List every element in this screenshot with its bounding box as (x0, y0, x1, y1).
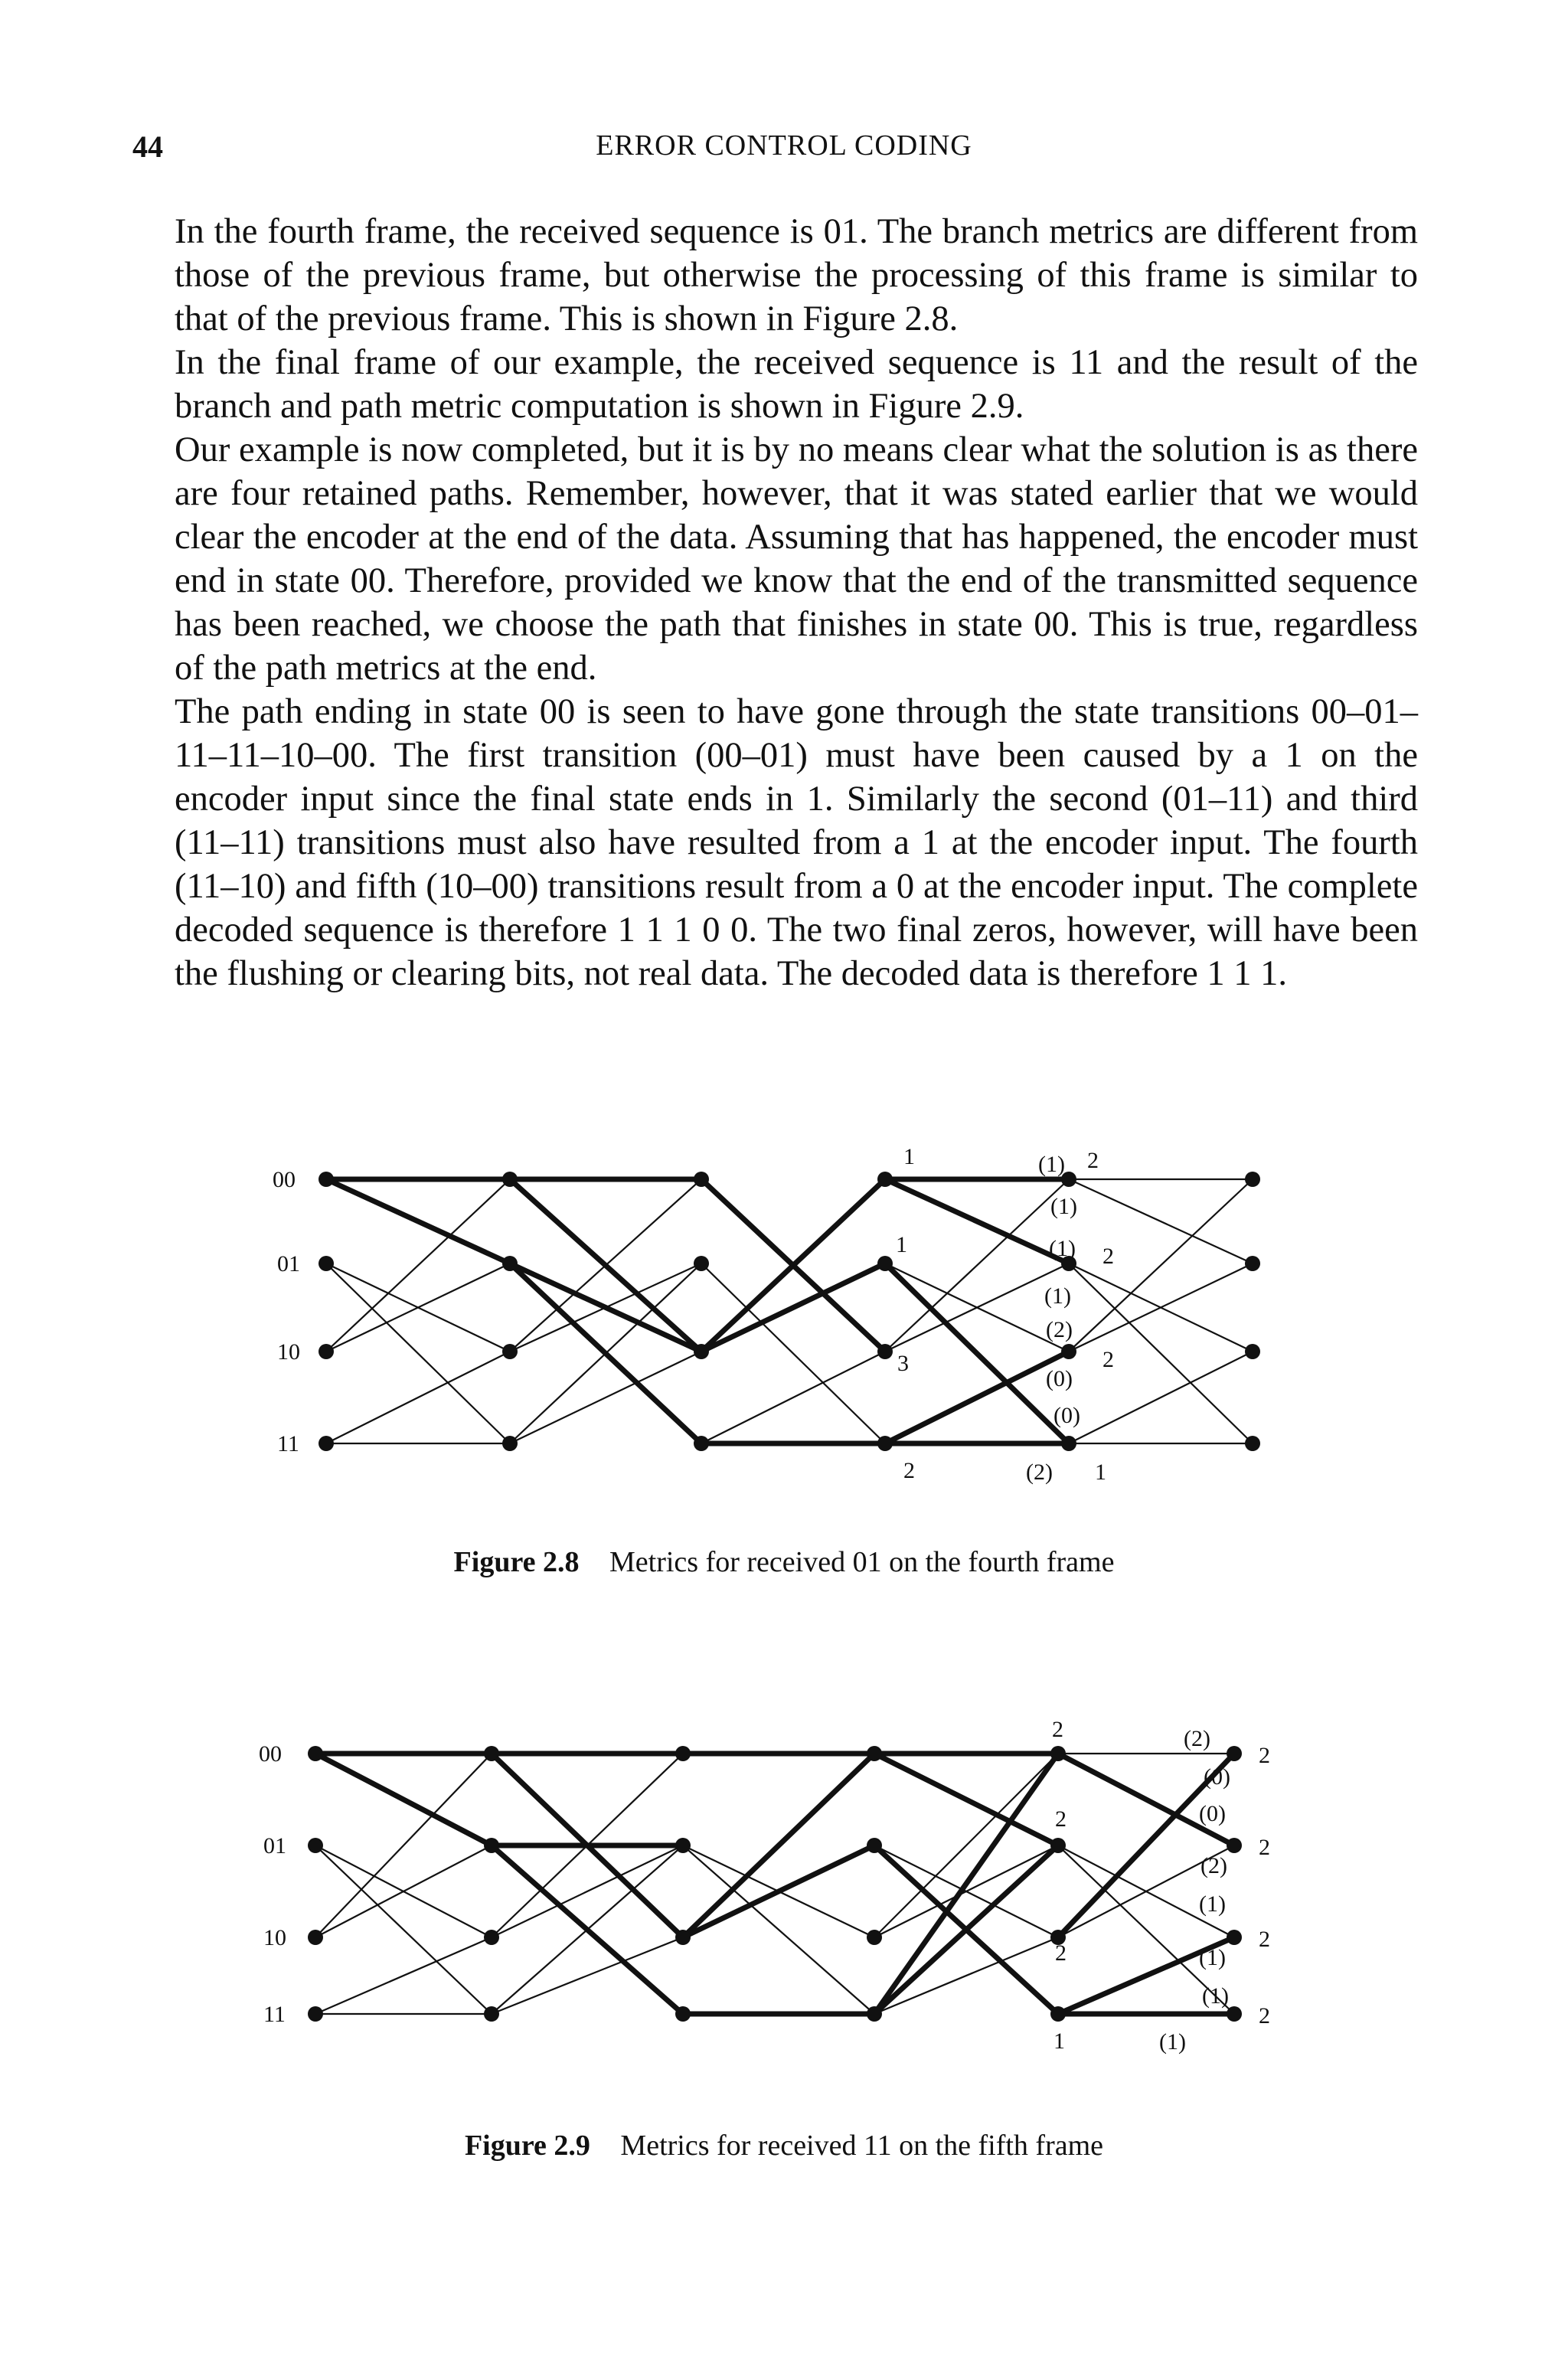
path-metric: 2 (1102, 1244, 1114, 1269)
figure-2-9 (0, 1700, 1568, 2190)
trellis-node (675, 1746, 691, 1761)
path-metric: 2 (1102, 1347, 1114, 1372)
trellis-node (484, 1930, 499, 1945)
trellis-node (694, 1344, 709, 1359)
trellis-node (484, 1838, 499, 1853)
trellis-node (877, 1436, 893, 1451)
trellis-edge (683, 1845, 874, 2014)
path-metric: 2 (1055, 1806, 1067, 1832)
trellis-edge (701, 1352, 885, 1443)
state-label: 00 (273, 1167, 296, 1192)
paragraph: In the final frame of our example, the received sequence is 11 and the result of the branch and path metric computation is shown in Figure 2.9. (175, 343, 1418, 426)
branch-metric: (0) (1046, 1366, 1073, 1391)
trellis-node (1061, 1436, 1076, 1451)
page-number: 44 (132, 129, 163, 164)
trellis-edge (874, 1754, 1058, 1937)
trellis-node (694, 1436, 709, 1451)
branch-metric: (2) (1026, 1460, 1053, 1485)
trellis-node (1061, 1344, 1076, 1359)
trellis-node (484, 2006, 499, 2022)
trellis-edge (1069, 1179, 1253, 1263)
branch-metric: (0) (1204, 1764, 1230, 1790)
trellis-node (694, 1172, 709, 1187)
branch-metric: (0) (1199, 1801, 1226, 1826)
body-text (175, 210, 1418, 995)
caption-text: Metrics for received 01 on the fourth frame (609, 1546, 1115, 1578)
branch-metric: (1) (1050, 1194, 1077, 1219)
trellis-node (1227, 1746, 1242, 1761)
trellis-node (867, 1930, 882, 1945)
path-metric: 2 (1259, 1743, 1270, 1768)
path-metric: 2 (1087, 1148, 1099, 1173)
trellis-node (1227, 1930, 1242, 1945)
trellis-edge (1069, 1179, 1253, 1352)
trellis-node (1227, 2006, 1242, 2022)
caption-text: Metrics for received 11 on the fifth frame (620, 2130, 1104, 2162)
branch-metric: (1) (1199, 1891, 1226, 1917)
path-metric: 2 (1052, 1717, 1063, 1742)
trellis-node (675, 1930, 691, 1945)
trellis-node (877, 1256, 893, 1271)
trellis-edge (874, 1754, 1058, 1845)
caption-label: Figure 2.9 (464, 2130, 590, 2162)
trellis-node (318, 1172, 334, 1187)
trellis-node (867, 1746, 882, 1761)
state-label: 00 (259, 1741, 282, 1767)
path-metric: 1 (1054, 2028, 1065, 2054)
trellis-node (877, 1344, 893, 1359)
trellis-edge (701, 1263, 885, 1443)
branch-metric: (1) (1038, 1152, 1065, 1177)
trellis-edge (315, 1754, 492, 1845)
trellis-edge (315, 1937, 492, 2014)
path-metric: 2 (1259, 2003, 1270, 2028)
path-metric: 2 (1055, 1940, 1067, 1966)
trellis-node (1227, 1838, 1242, 1853)
trellis-edge (492, 1937, 683, 2014)
path-metric: 1 (903, 1144, 915, 1169)
branch-metric: (1) (1159, 2029, 1186, 2055)
trellis-edge (683, 1754, 874, 1937)
trellis-node (1245, 1344, 1260, 1359)
branch-metric: (1) (1049, 1236, 1076, 1261)
trellis-edge (1069, 1263, 1253, 1443)
trellis-node (318, 1344, 334, 1359)
path-metric: 1 (1095, 1460, 1106, 1485)
path-metric: 2 (1259, 1835, 1270, 1860)
paragraph: The path ending in state 00 is seen to have gone through the state transitions 00–01–11–11–10–00. The first transition (00–01) must have been caused by a 1 on the encoder input since the final state ends in 1. Similarly the second (01–11) and third (11–11) transitions must also have resulted from a 1 at the encoder input. The fourth (11–10) and fifth (10–00) transitions result from a 0 at the encoder input. The complete decoded sequence is therefore 1 1 1 0 0. The two final zeros, however, will have been the flushing or clearing bits, not real data. The decoded data is therefore 1 1 1. (175, 692, 1418, 993)
trellis-node (877, 1172, 893, 1187)
branch-metric: (2) (1046, 1317, 1073, 1342)
state-label: 11 (277, 1431, 299, 1456)
trellis-node (1245, 1172, 1260, 1187)
state-label: 10 (277, 1339, 300, 1365)
trellis-edge (885, 1179, 1069, 1352)
branch-metric: (1) (1044, 1283, 1071, 1309)
trellis-node (502, 1344, 518, 1359)
figure-2-8 (0, 1126, 1568, 1600)
trellis-edge (492, 1845, 683, 1937)
trellis-node (1245, 1256, 1260, 1271)
path-metric: 2 (1259, 1927, 1270, 1952)
trellis-node (694, 1256, 709, 1271)
trellis-node (1050, 1746, 1066, 1761)
running-head (0, 129, 1568, 175)
trellis-node (308, 1746, 323, 1761)
branch-metric: (0) (1054, 1403, 1080, 1428)
branch-metric: (1) (1199, 1945, 1226, 1970)
state-label: 01 (263, 1833, 286, 1858)
figure-caption (0, 2129, 1568, 2162)
trellis-node (308, 1930, 323, 1945)
path-metric: 2 (903, 1458, 915, 1483)
trellis-node (1245, 1436, 1260, 1451)
trellis-edge (326, 1352, 510, 1443)
trellis-node (1050, 1838, 1066, 1853)
running-title: ERROR CONTROL CODING (596, 129, 972, 162)
trellis-node (675, 2006, 691, 2022)
trellis-diagram-2-8 (0, 1126, 1568, 1554)
trellis-edge (885, 1352, 1069, 1443)
trellis-edge (510, 1352, 701, 1443)
paragraph: In the fourth frame, the received sequence is 01. The branch metrics are different from those of the previous frame, but otherwise the processing of this frame is similar to that of the previous frame. This is shown in Figure 2.8. (175, 212, 1418, 338)
trellis-edge (701, 1263, 885, 1352)
trellis-edge (1069, 1352, 1253, 1443)
trellis-edge (885, 1263, 1069, 1443)
state-label: 01 (277, 1251, 300, 1277)
trellis-diagram-2-9 (0, 1700, 1568, 2129)
trellis-edge (315, 1845, 492, 2014)
state-label: 11 (263, 2002, 286, 2027)
caption-label: Figure 2.8 (453, 1546, 580, 1578)
branch-metric: (2) (1200, 1853, 1227, 1878)
branch-metric: (2) (1184, 1726, 1210, 1751)
trellis-edge (326, 1263, 510, 1443)
trellis-node (867, 2006, 882, 2022)
trellis-node (318, 1436, 334, 1451)
figure-caption (0, 1545, 1568, 1579)
path-metric: 1 (896, 1232, 907, 1257)
trellis-node (867, 1838, 882, 1853)
trellis-edge (885, 1179, 1069, 1263)
path-metric: 3 (897, 1351, 909, 1376)
trellis-node (675, 1838, 691, 1853)
trellis-edge (326, 1179, 510, 1263)
trellis-node (308, 2006, 323, 2022)
trellis-edge (326, 1179, 510, 1352)
branch-metric: (1) (1202, 1983, 1229, 2009)
trellis-node (318, 1256, 334, 1271)
trellis-node (308, 1838, 323, 1853)
trellis-node (502, 1256, 518, 1271)
trellis-node (502, 1172, 518, 1187)
trellis-node (1050, 2006, 1066, 2022)
state-label: 10 (263, 1925, 286, 1950)
trellis-node (484, 1746, 499, 1761)
paragraph: Our example is now completed, but it is by no means clear what the solution is as there are four retained paths. Remember, however, that it was stated earlier that we would clear the encoder at the end of the data. Assuming that has happened, the encoder must end in state 00. Therefore, provided we know that the end of the transmitted sequence has been reached, we choose the path that finishes in state 00. This is true, regardless of the path metrics at the end. (175, 430, 1418, 688)
trellis-node (502, 1436, 518, 1451)
trellis-edge (315, 1754, 492, 1937)
